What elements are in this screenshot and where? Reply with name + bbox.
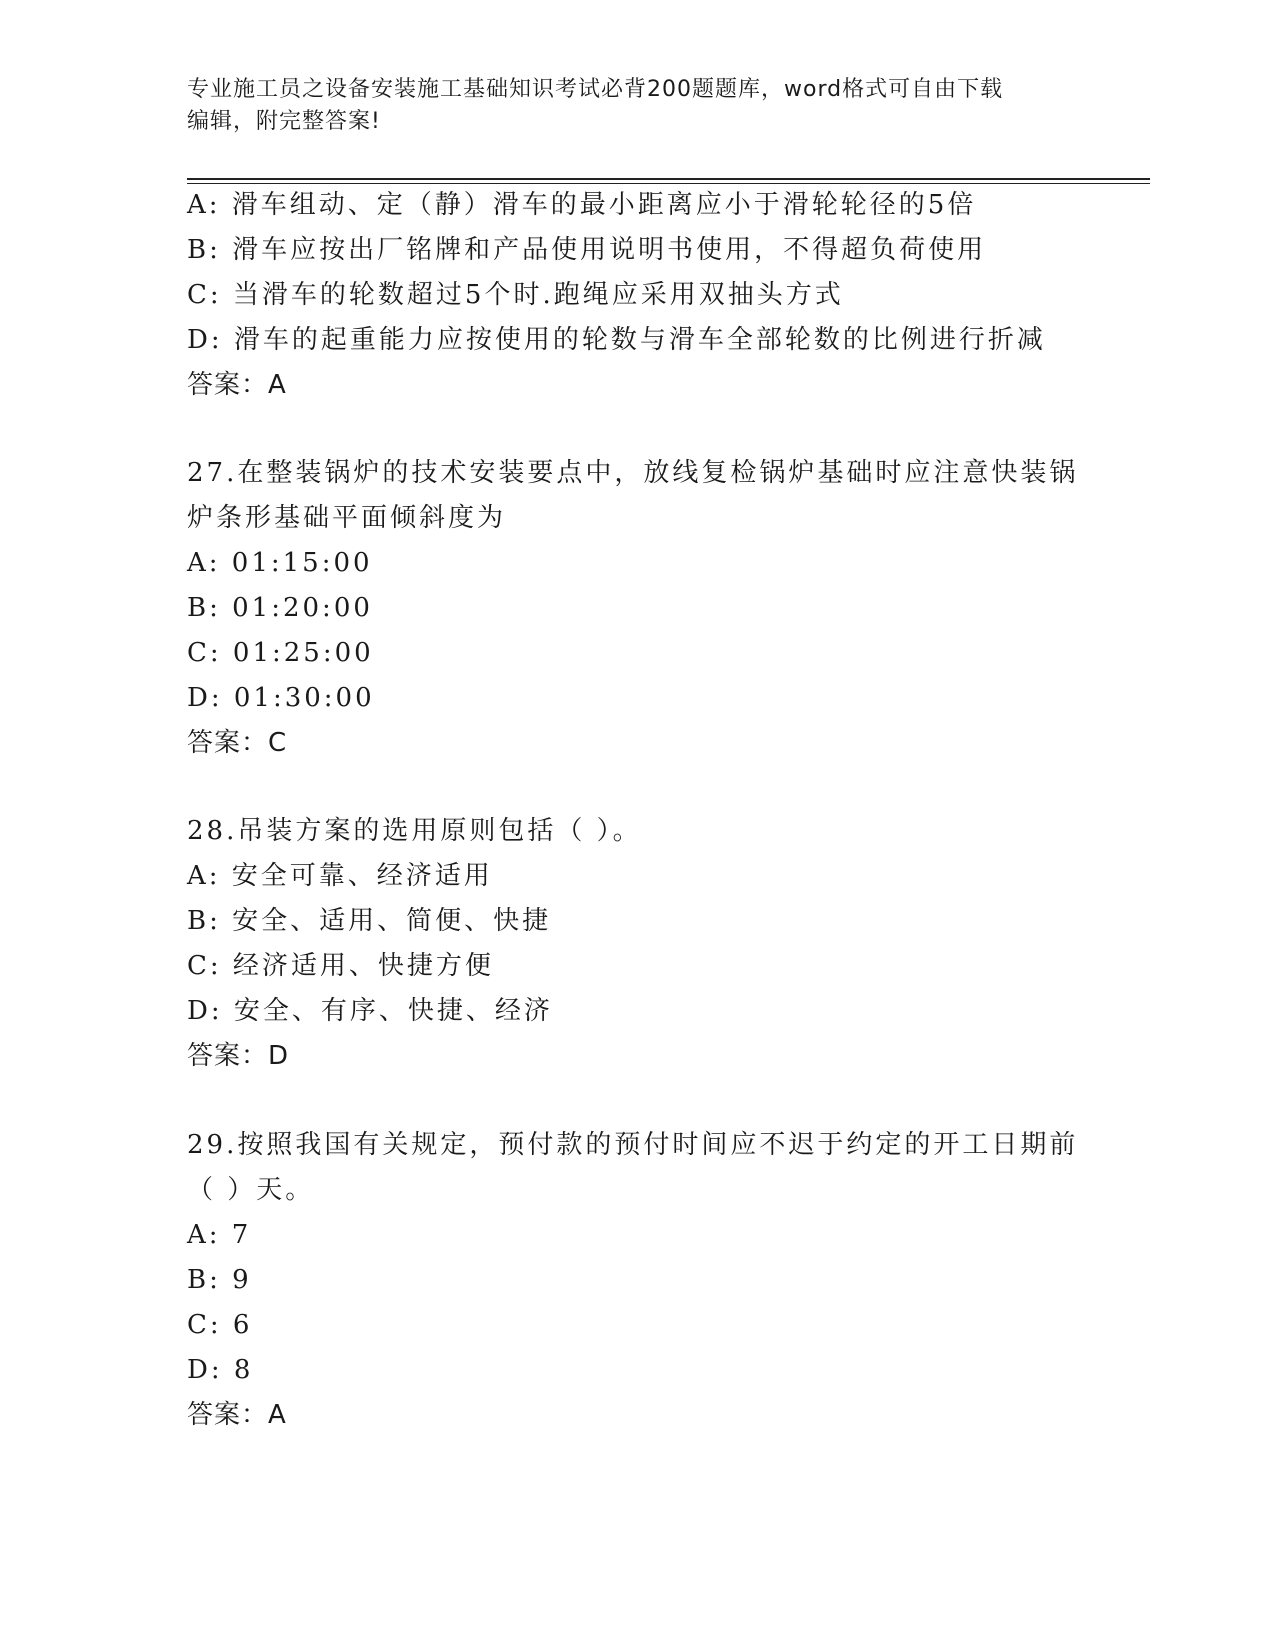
q28-option-b: B: 安全、适用、简便、快捷 (187, 906, 552, 936)
q29-option-b: B: 9 (187, 1265, 252, 1295)
q29-stem-line-1: 29.按照我国有关规定，预付款的预付时间应不迟于约定的开工日期前 (187, 1130, 1079, 1160)
q27-stem-line-1: 27.在整装锅炉的技术安装要点中，放线复检锅炉基础时应注意快装锅 (187, 458, 1079, 488)
header-line-2: 编辑，附完整答案! (187, 109, 381, 134)
q27-option-b: B: 01:20:00 (187, 593, 373, 623)
q27-answer: 答案：C (187, 728, 288, 758)
q29-option-a: A: 7 (187, 1220, 252, 1250)
header-line-1: 专业施工员之设备安装施工基础知识考试必背200题题库，word格式可自由下载 (187, 77, 1004, 102)
q26-option-a: A: 滑车组动、定（静）滑车的最小距离应小于滑轮轮径的5倍 (187, 190, 977, 220)
q29-option-d: D: 8 (187, 1355, 254, 1385)
document-header (187, 74, 1087, 138)
q27-stem-line-2: 炉条形基础平面倾斜度为 (187, 503, 507, 533)
header-divider-thin (187, 183, 1150, 184)
q29-stem-line-2: （ ）天。 (187, 1175, 315, 1205)
q26-option-b: B: 滑车应按出厂铭牌和产品使用说明书使用，不得超负荷使用 (187, 235, 987, 265)
q28-stem-line-1: 28.吊装方案的选用原则包括（ ）。 (187, 816, 642, 846)
q27-option-c: C: 01:25:00 (187, 638, 374, 668)
q26-answer: 答案：A (187, 370, 287, 400)
q27-option-d: D: 01:30:00 (187, 683, 375, 713)
q26-option-d: D: 滑车的起重能力应按使用的轮数与滑车全部轮数的比例进行折减 (187, 325, 1046, 355)
q28-option-d: D: 安全、有序、快捷、经济 (187, 996, 553, 1026)
q28-option-a: A: 安全可靠、经济适用 (187, 861, 493, 891)
header-divider-thick (187, 178, 1150, 180)
q27-option-a: A: 01:15:00 (187, 548, 373, 578)
q28-answer: 答案：D (187, 1041, 290, 1071)
q29-answer: 答案：A (187, 1400, 287, 1430)
q29-option-c: C: 6 (187, 1310, 253, 1340)
q26-option-c: C: 当滑车的轮数超过5个时.跑绳应采用双抽头方式 (187, 280, 844, 310)
q28-option-c: C: 经济适用、快捷方便 (187, 951, 494, 981)
